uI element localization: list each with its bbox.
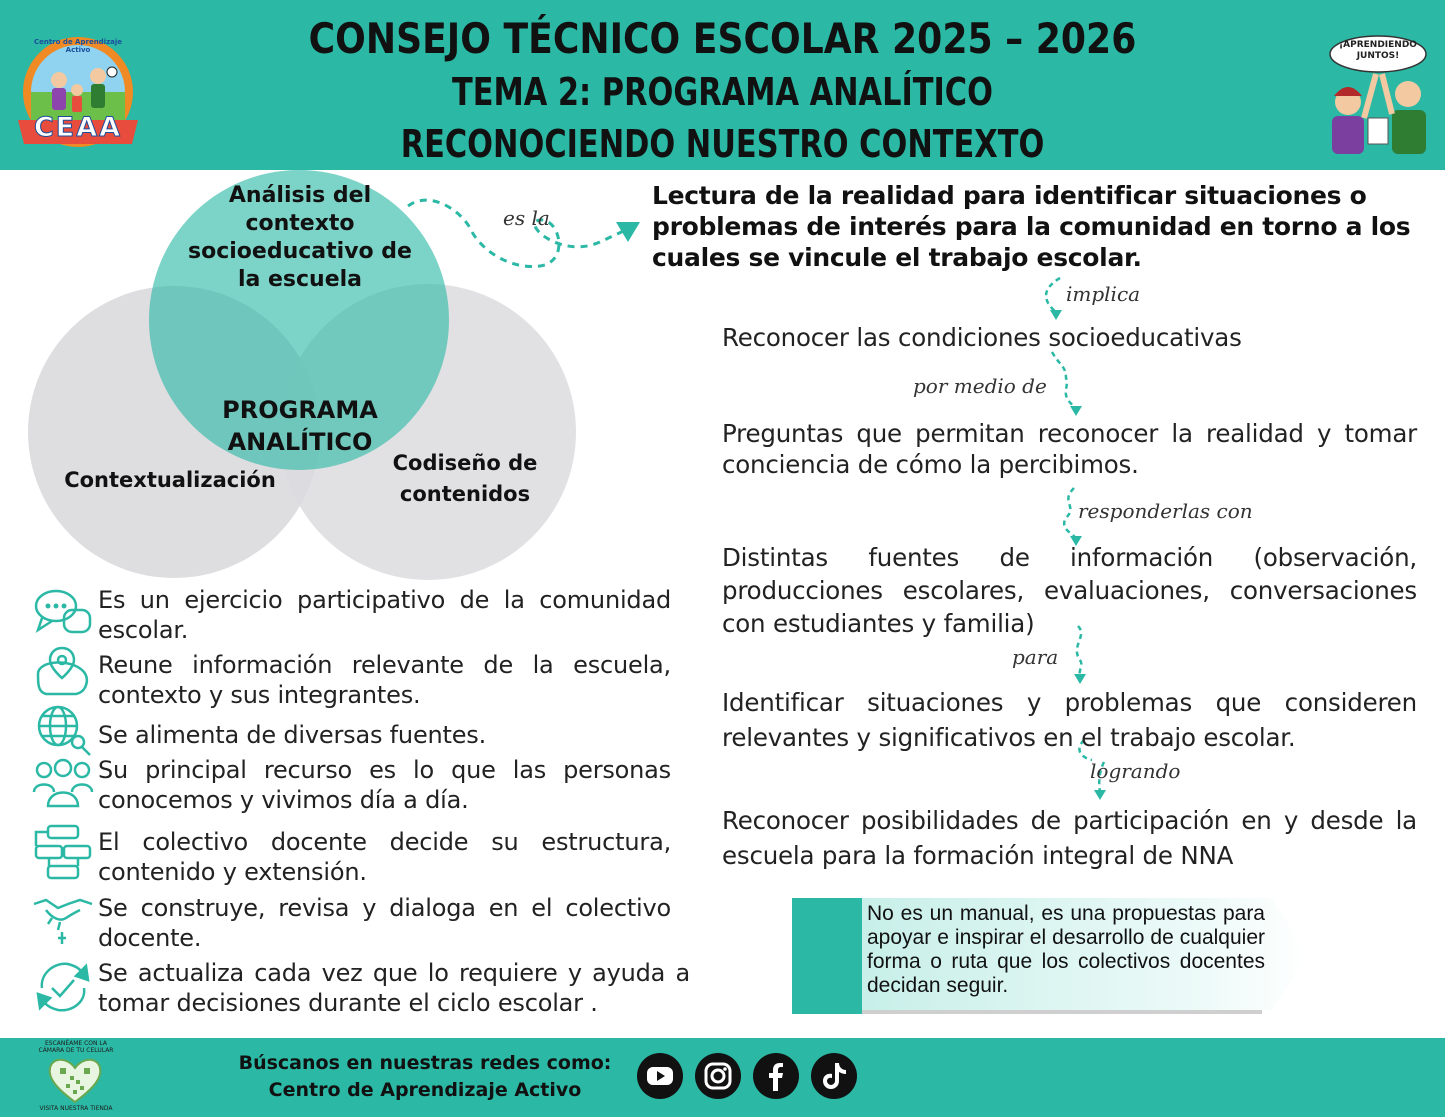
footer-line-2: Centro de Aprendizaje Activo	[268, 1079, 582, 1101]
venn-left-label: Contextualización	[64, 468, 276, 492]
ceaa-logo-text: CEAA	[33, 112, 123, 143]
feature-4-text: Su principal recurso es lo que las personas conocemos y vivimos día a día.	[98, 756, 671, 814]
feature-6-text: Se construye, revisa y dialoga en el colectivo docente.	[98, 894, 671, 952]
connector-es-la: es la	[503, 206, 550, 230]
feature-2-text: Reune información relevante de la escuela, contexto y sus integrantes.	[98, 651, 671, 709]
chat-bubbles-icon	[32, 586, 94, 642]
aprendiendo-juntos-bubble: ¡APRENDIENDO JUNTOS!	[1339, 40, 1417, 61]
note-text: No es un manual, es una propuestas para apoyar e inspirar el desarrollo de cualquier forma o ruta que los colectivos docentes decidan seguir.	[867, 902, 1265, 997]
instagram-icon[interactable]	[695, 1053, 741, 1099]
definition-text: Lectura de la realidad para identificar situaciones o problemas de interés para la comunidad en torno a los cuales se vincule el trabajo escolar.	[652, 181, 1411, 272]
youtube-icon[interactable]	[637, 1053, 683, 1099]
facebook-icon[interactable]	[753, 1053, 799, 1099]
globe-search-icon	[32, 702, 94, 758]
step-3-text: Distintas fuentes de información (observación, producciones escolares, evaluaciones, conversaciones con estudiantes y familia)	[722, 543, 1417, 638]
venn-center-label: PROGRAMA ANALÍTICO	[222, 396, 378, 456]
feature-7-text: Se actualiza cada vez que lo requiere y ayuda a tomar decisiones durante el ciclo escolar .	[98, 959, 690, 1017]
refresh-check-icon	[32, 958, 94, 1014]
page-subtitle-2: RECONOCIENDO NUESTRO CONTEXTO	[400, 122, 1045, 166]
feature-1-text: Es un ejercicio participativo de la comunidad escolar.	[98, 586, 671, 644]
connector-implica: implica	[1066, 282, 1141, 306]
tiktok-icon[interactable]	[811, 1053, 857, 1099]
qr-caption-top: ESCANÉAME CON LA CÁMARA DE TU CELULAR	[38, 1040, 114, 1054]
page-subtitle: TEMA 2: PROGRAMA ANALÍTICO	[452, 70, 993, 114]
connector-por-medio-de: por medio de	[913, 374, 1047, 398]
venn-right-label: Codiseño de contenidos	[392, 451, 538, 506]
connector-logrando: logrando	[1090, 759, 1181, 783]
handshake-icon	[32, 892, 94, 948]
qr-caption-bottom: VISITA NUESTRA TIENDA	[39, 1105, 113, 1112]
connector-responderlas-con: responderlas con	[1078, 499, 1253, 523]
ceaa-logo-arc-text: Centro de Aprendizaje Activo	[33, 38, 123, 54]
venn-top-label: Análisis del contexto socioeducativo de la escuela	[188, 183, 412, 292]
step-1-text: Reconocer las condiciones socioeducativas	[722, 323, 1242, 352]
footer-social-text	[225, 1050, 625, 1104]
feature-3-text: Se alimenta de diversas fuentes.	[98, 721, 487, 749]
connector-para: para	[1012, 645, 1059, 669]
step-5-text: Reconocer posibilidades de participación en y desde la escuela para la formación integral de NNA	[722, 806, 1417, 870]
feature-5-text: El colectivo docente decide su estructura, contenido y extensión.	[98, 828, 671, 886]
page-title: CONSEJO TÉCNICO ESCOLAR 2025 – 2026	[308, 14, 1137, 63]
flowchart-icon	[32, 824, 94, 880]
step-4-text: Identificar situaciones y problemas que consideren relevantes y significativos en el trabajo escolar.	[722, 688, 1417, 752]
location-pin-icon	[32, 644, 94, 700]
step-2-text: Preguntas que permitan reconocer la realidad y tomar conciencia de cómo la percibimos.	[722, 419, 1417, 479]
footer-line-1: Búscanos en nuestras redes como:	[238, 1052, 612, 1074]
people-group-icon	[32, 756, 94, 812]
qr-heart-icon[interactable]	[46, 1056, 104, 1104]
